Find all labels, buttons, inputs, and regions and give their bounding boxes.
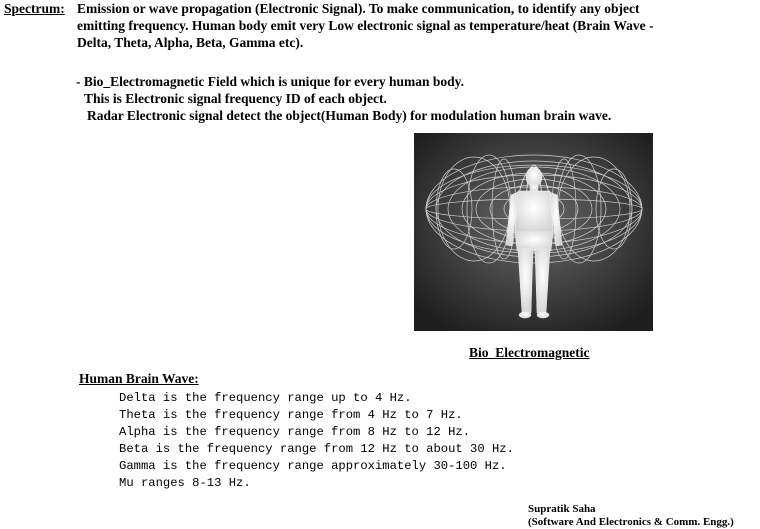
bio-line: - Bio_Electromagnetic Field which is unique for every human body.	[76, 74, 465, 89]
spectrum-line: emitting frequency. Human body emit very Low electronic signal as temperature/heat (Brain Wave -	[77, 18, 654, 33]
spectrum-label: Spectrum:	[4, 1, 65, 16]
author-name: Supratik Saha	[528, 503, 596, 515]
spectrum-line: Delta, Theta, Alpha, Beta, Gamma etc).	[77, 35, 304, 50]
brain-wave-heading: Human Brain Wave:	[79, 371, 199, 386]
list-item: Beta is the frequency range from 12 Hz to about 30 Hz.	[119, 442, 514, 456]
author-affiliation: (Software And Electronics & Comm. Engg.)	[528, 516, 734, 528]
spectrum-line: Emission or wave propagation (Electronic Signal). To make communication, to identify any object	[77, 1, 640, 16]
brain-wave-list	[119, 390, 514, 492]
list-item: Alpha is the frequency range from 8 Hz to 12 Hz.	[119, 425, 471, 439]
bio-electromagnetic-paragraph	[76, 73, 611, 124]
bio-electromagnetic-figure	[414, 133, 653, 331]
list-item: Theta is the frequency range from 4 Hz to 7 Hz.	[119, 408, 463, 422]
list-item: Gamma is the frequency range approximately 30-100 Hz.	[119, 459, 507, 473]
author-signature	[528, 503, 734, 529]
list-item: Mu ranges 8-13 Hz.	[119, 476, 251, 490]
figure-caption: Bio_Electromagnetic	[469, 345, 590, 360]
bio-line: Radar Electronic signal detect the object(Human Body) for modulation human brain wave.	[87, 108, 612, 123]
bio-line: This is Electronic signal frequency ID of each object.	[84, 91, 387, 106]
spectrum-paragraph	[77, 0, 752, 51]
human-torus-field-image	[414, 133, 653, 331]
list-item: Delta is the frequency range up to 4 Hz.	[119, 391, 412, 405]
